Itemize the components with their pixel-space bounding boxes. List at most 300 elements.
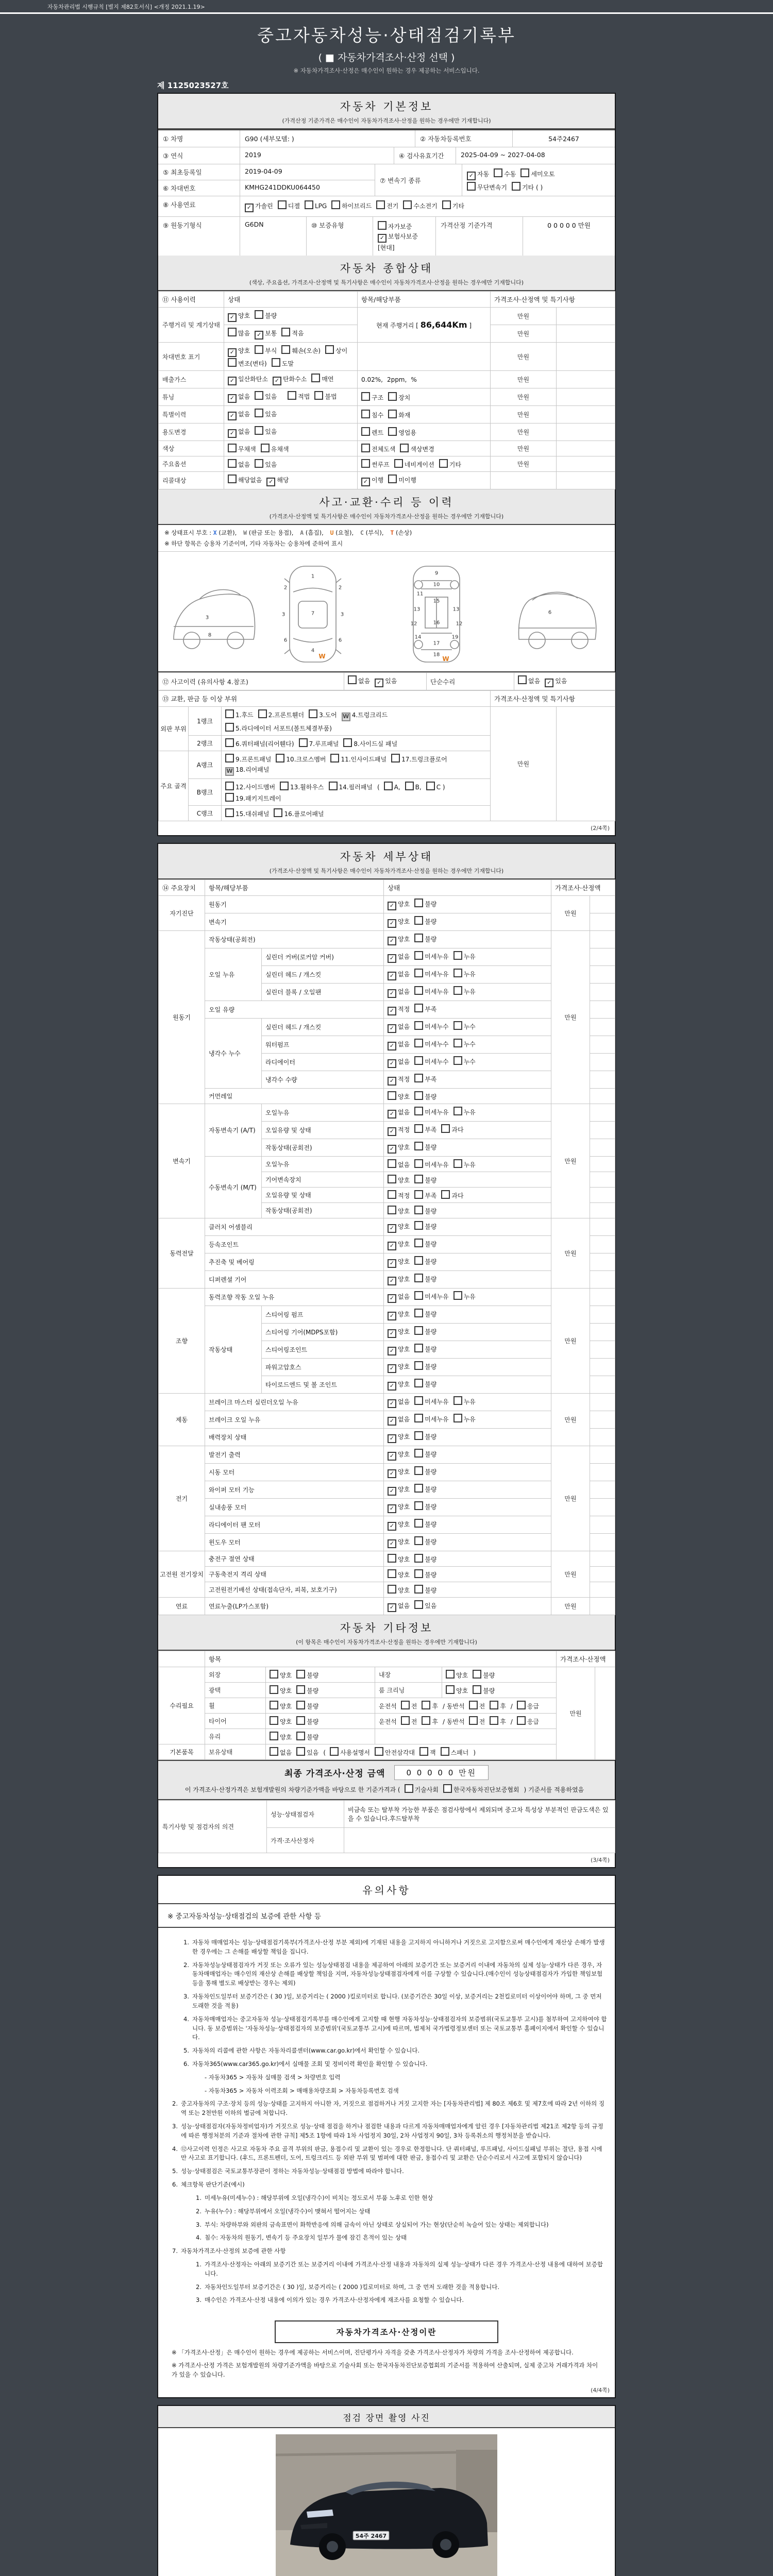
price-cell: 만원 (551, 1289, 590, 1394)
checkbox-checked[interactable] (388, 1502, 410, 1513)
checkbox-checked[interactable] (388, 1022, 410, 1033)
checkbox[interactable] (361, 392, 383, 402)
checkbox-box (281, 345, 290, 354)
checkbox[interactable] (453, 986, 476, 996)
checkbox-checked[interactable] (388, 1397, 410, 1408)
checkbox[interactable] (400, 444, 434, 453)
checkbox-box (490, 1716, 498, 1725)
table-row (159, 1218, 615, 1236)
checkbox[interactable] (414, 1175, 436, 1184)
checkbox[interactable] (225, 723, 332, 733)
state-cell (384, 966, 551, 984)
checkbox-checked[interactable] (388, 1415, 410, 1426)
checkbox-checked[interactable] (388, 1222, 410, 1233)
checkbox[interactable] (329, 782, 373, 791)
checkbox-label: 해당 (277, 477, 289, 484)
checkbox[interactable] (391, 754, 447, 764)
checkbox-checked[interactable] (228, 346, 250, 357)
checkbox-box (441, 1124, 450, 1133)
checkbox[interactable] (281, 345, 321, 355)
checkbox-label: 부족 (425, 1006, 437, 1013)
checkbox-checked[interactable] (388, 987, 410, 998)
checkbox[interactable] (414, 969, 448, 978)
checkbox[interactable] (270, 1701, 292, 1710)
checkbox-checked[interactable] (388, 1485, 410, 1496)
checkbox[interactable] (518, 675, 540, 685)
checkbox[interactable] (414, 1021, 448, 1031)
checkbox[interactable] (388, 1159, 410, 1169)
checkbox[interactable] (441, 1190, 463, 1200)
checkbox[interactable] (361, 410, 383, 419)
checkbox-mark-W[interactable] (225, 765, 269, 776)
checkbox[interactable] (414, 899, 436, 908)
checkbox-label: 7.루프패널 (309, 740, 339, 748)
checkbox[interactable] (261, 444, 289, 453)
document-title: 중고자동차성능·상태점검기록부 (257, 25, 516, 45)
checkbox-box (453, 951, 462, 960)
checkbox[interactable] (414, 1142, 436, 1151)
checkbox[interactable] (414, 986, 448, 996)
state-cell (384, 1271, 551, 1289)
checkbox[interactable] (414, 1239, 436, 1248)
checkbox[interactable] (414, 1600, 436, 1610)
checkbox-checked[interactable] (388, 1240, 410, 1250)
note-text: 매수인은 가격조사·산정 내용에 이의가 있는 경우 가격조사·산정자에게 재조사를 요청할 수 있습니다. (205, 2296, 464, 2304)
checkbox[interactable] (414, 1256, 436, 1266)
legend-text: (부식), (363, 529, 384, 536)
checkbox[interactable] (414, 1554, 436, 1564)
checkbox[interactable] (378, 221, 412, 231)
checkbox-label: 양호 (398, 1093, 410, 1100)
note-paragraph (165, 2099, 608, 2118)
checkbox[interactable] (384, 782, 400, 791)
section-photos (158, 2406, 615, 2428)
checkbox[interactable] (414, 1074, 436, 1083)
checkbox-box (414, 1124, 423, 1133)
checkbox-checked[interactable] (545, 676, 567, 687)
checkbox-label: 없음 (398, 1398, 410, 1405)
checkbox[interactable] (414, 1326, 436, 1336)
checkbox-box (258, 709, 267, 718)
checkbox[interactable] (494, 168, 516, 178)
checkbox-box (414, 1361, 423, 1370)
item-label: 실린더 커버(로커암 커버) (262, 948, 384, 966)
checkbox[interactable] (388, 1585, 410, 1595)
checkbox-box (400, 444, 409, 452)
checkbox-checked[interactable] (255, 329, 277, 340)
checkbox[interactable] (414, 951, 448, 961)
state-cell (384, 1054, 551, 1071)
checkbox[interactable] (255, 426, 277, 436)
checkbox[interactable] (278, 200, 300, 210)
checkbox-checked[interactable] (388, 1432, 410, 1443)
checkbox-box (401, 1701, 410, 1709)
note-number: 4. (183, 2015, 189, 2023)
checkbox[interactable] (255, 345, 277, 355)
checkbox[interactable] (419, 1747, 436, 1757)
checkbox[interactable] (375, 1747, 415, 1757)
checkbox[interactable] (473, 1685, 495, 1695)
price-appraisal-definition-box: 자동차가격조사·산정이란 (275, 2320, 498, 2343)
note-number: 2. (196, 2207, 201, 2215)
checkbox[interactable] (388, 410, 410, 419)
price-cell (491, 472, 557, 489)
checkbox-checked[interactable] (388, 1327, 410, 1338)
state-cell (384, 1236, 551, 1253)
item-label: 추진축 및 베어링 (205, 1253, 384, 1271)
checkbox[interactable] (439, 459, 461, 469)
checkbox-checked[interactable] (388, 1601, 410, 1612)
checkbox[interactable] (414, 1344, 436, 1353)
checkbox[interactable] (225, 709, 254, 719)
checkbox[interactable] (388, 1091, 410, 1101)
checkbox[interactable] (517, 1701, 539, 1710)
checkbox[interactable] (225, 738, 294, 748)
checkbox-checked[interactable] (388, 1005, 410, 1015)
checkbox[interactable] (453, 1414, 476, 1423)
checkbox-checked[interactable] (378, 232, 418, 243)
checkbox-label: 훼손(오손) (292, 347, 321, 354)
checkbox[interactable] (270, 1732, 292, 1741)
state-cell (384, 1019, 551, 1036)
checkbox[interactable] (414, 1396, 448, 1406)
checkbox-box (314, 391, 323, 400)
checkbox[interactable] (394, 459, 434, 469)
checkbox-checked[interactable] (388, 1143, 410, 1154)
checkbox[interactable] (414, 1466, 436, 1476)
checkbox[interactable] (255, 310, 277, 320)
checkbox[interactable] (361, 459, 390, 469)
table-row (159, 1253, 615, 1271)
checkbox[interactable] (276, 754, 326, 764)
checkbox[interactable] (422, 1716, 438, 1726)
checkbox[interactable] (414, 1091, 436, 1101)
checkbox[interactable] (414, 1221, 436, 1231)
checkbox[interactable] (414, 1484, 436, 1494)
checkbox[interactable] (520, 168, 554, 178)
checkbox-label: 누수 (463, 1041, 476, 1048)
checkbox[interactable] (512, 182, 543, 192)
checkbox-checked[interactable] (388, 1292, 410, 1303)
checkbox-checked[interactable] (361, 476, 383, 486)
checkbox-checked[interactable] (388, 1310, 410, 1320)
checkbox-checked[interactable] (245, 201, 273, 212)
checkbox[interactable] (280, 782, 324, 791)
checkbox[interactable] (453, 1021, 476, 1031)
diagram-number: 19 (451, 634, 459, 640)
checkbox[interactable] (441, 1747, 469, 1757)
checkbox[interactable] (225, 754, 271, 764)
item-label: 배력장치 상태 (205, 1429, 384, 1446)
checkbox[interactable] (414, 1159, 448, 1169)
checkbox[interactable] (414, 934, 436, 943)
checkbox[interactable] (453, 1107, 476, 1116)
checkbox-checked[interactable] (467, 170, 489, 180)
final-price-value: 0 0 0 0 0 만원 (394, 1765, 489, 1780)
note-paragraph (165, 2296, 608, 2305)
legend-text: (교환), (216, 529, 237, 536)
remark-cell (590, 1359, 615, 1376)
checkbox-checked[interactable] (228, 410, 250, 420)
checkbox-box (453, 1291, 462, 1300)
checkbox[interactable] (388, 1175, 410, 1184)
checkbox[interactable] (270, 1747, 292, 1757)
checkbox-checked[interactable] (228, 311, 250, 322)
checkbox-label: 불량 (425, 1144, 437, 1151)
checkbox[interactable] (414, 1431, 436, 1441)
checkbox-box (518, 675, 527, 684)
checkbox[interactable] (228, 474, 262, 484)
checkbox[interactable] (228, 459, 250, 469)
checkbox[interactable] (296, 1685, 318, 1695)
state-cell (384, 1359, 551, 1376)
checkbox[interactable] (405, 1784, 439, 1794)
checkbox-checked[interactable] (388, 1380, 410, 1391)
checkbox-checked[interactable] (388, 970, 410, 980)
checkbox-label: 양호 (398, 1381, 410, 1388)
checkbox-checked[interactable] (266, 476, 289, 486)
checkbox[interactable] (403, 200, 437, 210)
checkbox-checked[interactable] (388, 1450, 410, 1461)
checkbox-checked[interactable] (388, 1257, 410, 1268)
checkbox[interactable] (442, 200, 464, 210)
remark-cell (590, 1089, 615, 1104)
checkbox[interactable] (225, 782, 275, 791)
checkbox-label: 자가보증 (388, 223, 412, 230)
note-text: 자동차성능상태점검자가 거짓 또는 오류가 있는 성능상태점검 내용을 제공하여 아래의 보증기간 또는 보증거리 이내에 자동차의 실제 성능·상태가 다른 경우, 자동차매매업자는 매수인의 재산상 손해를 배상할 책임을 지며, 자동차성능상태점검자에게 이를 구상할 수 있습니다.(매수인이 성능상태점검자가 가입한 책임보험 등을 통해 별도로 배상받는 경우는 제외) (192, 1961, 603, 1987)
checkbox[interactable] (414, 1056, 448, 1066)
checkbox[interactable] (414, 1309, 436, 1318)
checkbox[interactable] (426, 782, 445, 791)
checkbox[interactable] (361, 427, 383, 437)
checkbox[interactable] (446, 1670, 468, 1680)
checkbox[interactable] (296, 1701, 318, 1710)
checkbox[interactable] (388, 1206, 410, 1215)
checkbox-checked[interactable] (228, 375, 268, 385)
checkbox[interactable] (388, 474, 416, 484)
checkbox[interactable] (414, 1379, 436, 1388)
checkbox-checked[interactable] (388, 917, 410, 928)
checkbox-checked[interactable] (388, 1362, 410, 1373)
checkbox[interactable] (414, 1124, 436, 1134)
checkbox-box (414, 934, 423, 942)
checkbox[interactable] (270, 1716, 292, 1726)
checkbox[interactable] (401, 1716, 417, 1726)
state-cell (384, 1139, 551, 1157)
checkbox[interactable] (296, 1716, 318, 1726)
checkbox[interactable] (331, 200, 372, 210)
checkbox[interactable] (469, 1716, 485, 1726)
checkbox-box (281, 328, 290, 336)
checkbox[interactable] (467, 182, 507, 192)
checkbox-checked[interactable] (388, 1467, 410, 1478)
checkbox[interactable] (314, 391, 337, 401)
state-cell (266, 1667, 375, 1683)
checkbox-box: ✓ (388, 1042, 396, 1050)
remark-cell (590, 1516, 615, 1534)
checkbox-box (414, 1004, 423, 1012)
checkbox[interactable] (388, 1190, 410, 1200)
checkbox[interactable] (414, 1449, 436, 1459)
checkbox[interactable] (446, 1685, 468, 1695)
checkbox[interactable] (296, 1732, 318, 1741)
item-label: 오일 유량 (205, 1001, 384, 1019)
checkbox[interactable] (414, 1519, 436, 1529)
checkbox[interactable] (330, 1747, 370, 1757)
checkbox[interactable] (388, 1569, 410, 1579)
checkbox[interactable] (305, 200, 327, 210)
checkbox[interactable] (414, 1004, 436, 1013)
checkbox[interactable] (270, 1685, 292, 1695)
note-paragraph (165, 2046, 608, 2056)
checkbox-checked[interactable] (388, 952, 410, 963)
checkbox[interactable] (325, 345, 347, 355)
document-subtitle: ( ■ 자동차가격조사·산정 선택 ) (318, 52, 455, 63)
checkbox[interactable] (401, 1701, 417, 1710)
checkbox[interactable] (255, 459, 277, 469)
price-cell: 만원 (551, 1551, 590, 1598)
checkbox[interactable] (414, 1291, 448, 1301)
checkbox[interactable] (388, 427, 416, 437)
section-subtitle: (색상, 주요옵션, 가격조사·산정액 및 특기사항은 매수인이 자동차가격조사·산정을 원하는 경우에만 기재합니다) (249, 279, 524, 286)
checkbox[interactable] (228, 328, 250, 337)
checkbox[interactable] (414, 1414, 448, 1423)
checkbox-checked[interactable] (388, 1345, 410, 1355)
note-paragraph (165, 2233, 608, 2243)
checkbox-checked[interactable] (388, 1520, 410, 1531)
state-cell (384, 948, 551, 966)
checkbox[interactable] (388, 1554, 410, 1564)
checkbox[interactable] (296, 1670, 318, 1680)
checkbox-box (228, 328, 237, 336)
note-number: 1. (196, 2194, 201, 2201)
checkbox[interactable] (414, 1569, 436, 1579)
checkbox-checked[interactable] (388, 900, 410, 910)
table-row (159, 343, 615, 371)
checkbox-checked[interactable] (388, 1125, 410, 1136)
registration-number-value: 54주2467 (512, 130, 615, 147)
checkbox[interactable] (343, 738, 397, 748)
checkbox[interactable] (288, 391, 310, 401)
checkbox[interactable] (330, 754, 386, 764)
checkbox[interactable] (228, 358, 267, 368)
checkbox[interactable] (414, 1536, 436, 1546)
checkbox[interactable] (517, 1716, 539, 1726)
checkbox[interactable] (281, 328, 304, 337)
checkbox[interactable] (422, 1701, 438, 1710)
remark-cell (590, 948, 615, 966)
checkbox[interactable] (376, 200, 398, 210)
checkbox[interactable] (255, 391, 277, 401)
checkbox-checked[interactable] (388, 1537, 410, 1548)
checkbox-box: ✓ (388, 1364, 396, 1373)
checkbox[interactable] (274, 808, 324, 818)
checkbox[interactable] (453, 1056, 476, 1066)
checkbox[interactable] (388, 392, 410, 402)
legend-text: (판금 또는 용접), (247, 529, 294, 536)
checkbox[interactable] (361, 444, 395, 453)
legend-prefix: ※ 상태표시 부호 : (164, 529, 212, 536)
checkbox[interactable] (272, 358, 294, 368)
checkbox[interactable] (414, 1190, 436, 1200)
checkbox[interactable] (258, 709, 304, 719)
checkbox[interactable] (469, 1701, 485, 1710)
checkbox[interactable] (490, 1701, 506, 1710)
checkbox-label: 기타 (452, 202, 464, 210)
checkbox[interactable] (348, 675, 370, 685)
checkbox[interactable] (453, 969, 476, 978)
checkbox-box (414, 1431, 423, 1440)
checkbox-checked[interactable] (388, 935, 410, 945)
checkbox[interactable] (270, 1670, 292, 1680)
checkbox[interactable] (414, 1274, 436, 1283)
checkbox[interactable] (405, 782, 422, 791)
checkbox[interactable] (473, 1670, 495, 1680)
checkbox[interactable] (225, 808, 269, 818)
checkbox[interactable] (490, 1716, 506, 1726)
note-paragraph (165, 2247, 608, 2256)
checkbox-box: ✓ (388, 972, 396, 980)
checkbox-box (375, 1747, 383, 1756)
checkbox[interactable] (441, 1124, 463, 1134)
checkbox[interactable] (453, 951, 476, 961)
checkbox[interactable] (296, 1747, 318, 1757)
checkbox-mark-W[interactable] (342, 710, 388, 721)
checkbox[interactable] (453, 1291, 476, 1301)
checkbox[interactable] (453, 1159, 476, 1169)
state-cell (384, 1411, 551, 1429)
state-cell (384, 896, 551, 913)
checkbox[interactable] (414, 1039, 448, 1048)
checkbox-label: 양호 (398, 1433, 410, 1440)
mileage-amount-checkboxes (224, 325, 358, 343)
checkbox[interactable] (309, 709, 337, 719)
checkbox[interactable] (299, 738, 339, 748)
checkbox[interactable] (228, 444, 256, 453)
section-title: 점검 장면 촬영 사진 (343, 2413, 430, 2424)
checkbox-label: 양호 (398, 1571, 410, 1579)
checkbox[interactable] (225, 793, 281, 803)
table-row (159, 388, 615, 406)
checkbox-checked[interactable] (273, 375, 307, 385)
checkbox-label: 양호 (398, 1503, 410, 1511)
checkbox-checked[interactable] (228, 392, 250, 403)
checkbox-checked[interactable] (388, 1040, 410, 1050)
checkbox-checked[interactable] (388, 1108, 410, 1118)
checkbox[interactable] (414, 916, 436, 926)
checkbox[interactable] (414, 1206, 436, 1215)
checkbox[interactable] (414, 1107, 448, 1116)
checkbox-checked[interactable] (388, 1075, 410, 1086)
definition-line: ※ 가격조사·산정 가격은 보험개발원의 차량기준가액을 바탕으로 기술사회 또는 한국자동차진단보증협회의 기준서를 적용하여 산출되며, 실제 중고차 거래가격과 차이가 있을 수 있습니다. (172, 2362, 598, 2378)
checkbox[interactable] (453, 1039, 476, 1048)
row-label: 광택 (205, 1683, 266, 1698)
checkbox[interactable] (414, 1361, 436, 1371)
checkbox[interactable] (311, 374, 333, 383)
checkbox-checked[interactable] (388, 1275, 410, 1285)
checkbox-label: 누수 (463, 1058, 476, 1065)
checkbox[interactable] (414, 1501, 436, 1511)
checkbox[interactable] (443, 1784, 519, 1794)
checkbox-label: 불량 (307, 1687, 319, 1694)
checkbox-label: 도말 (281, 360, 294, 367)
checkbox-checked[interactable] (388, 1057, 410, 1068)
checkbox[interactable] (255, 409, 277, 418)
checkbox-checked[interactable] (228, 427, 250, 438)
checkbox-checked[interactable] (375, 676, 397, 687)
checkbox[interactable] (414, 1585, 436, 1595)
checkbox[interactable] (453, 1396, 476, 1406)
